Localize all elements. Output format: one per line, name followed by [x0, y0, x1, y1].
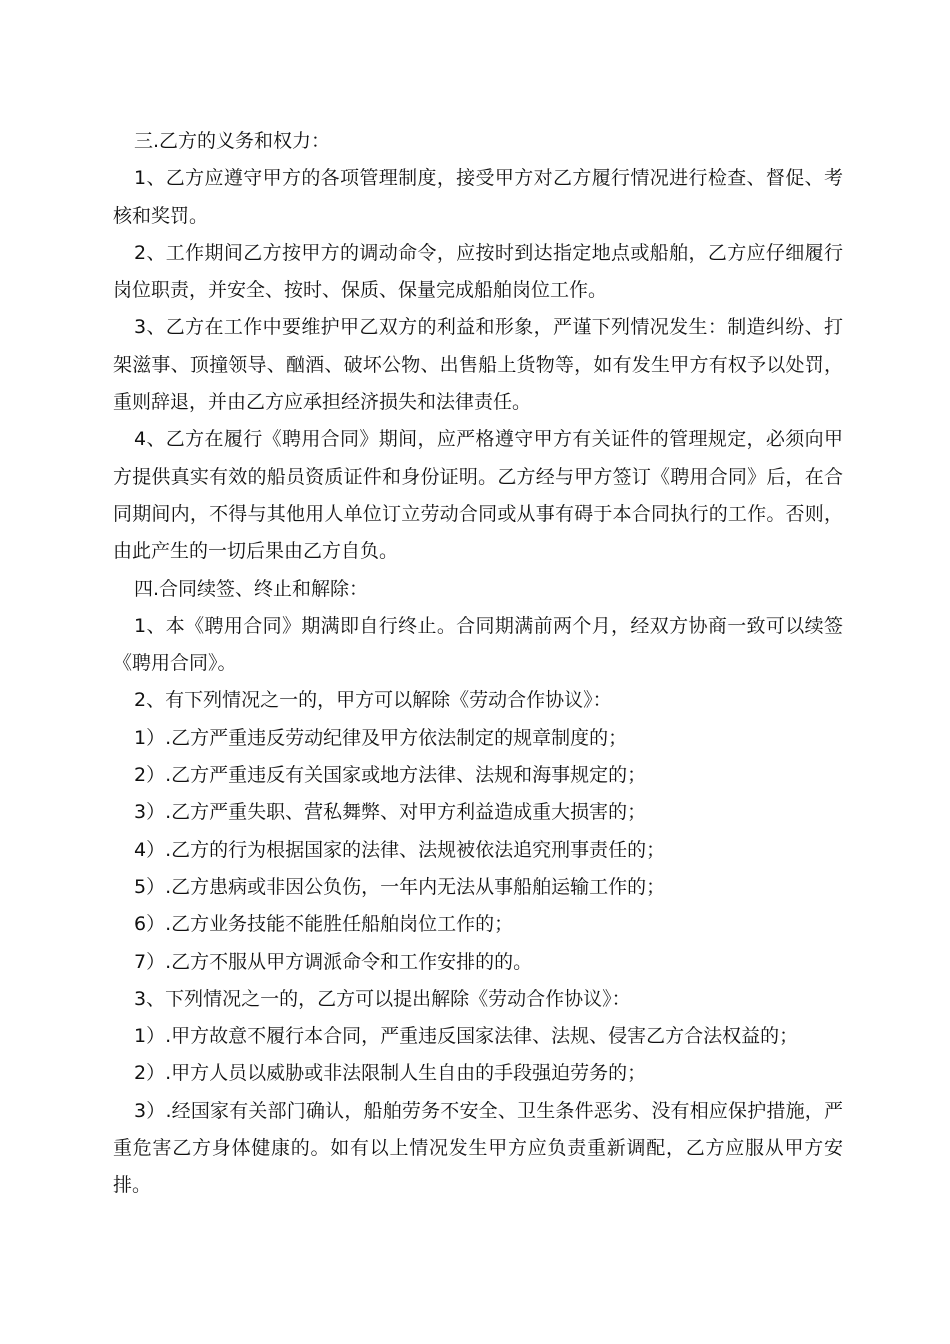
- clause-4-3: 3、下列情况之一的，乙方可以提出解除《劳动合作协议》：: [134, 987, 631, 1010]
- clause-3-3: 3、乙方在工作中要维护甲乙双方的利益和形象，严谨下列情况发生：制造纠纷、打架滋事、顶撞领导、酗酒、破坏公物、出售船上货物等，如有发生甲方有权予以处罚，重则辞退，并由乙方应承担经济损失和法律责任。: [113, 316, 843, 414]
- list-item: 3）.经国家有关部门确认，船舶劳务不安全、卫生条件恶劣、没有相应保护措施，严重危害乙方身体健康的。如有以上情况发生甲方应负责重新调配，乙方应服从甲方安排。: [113, 1099, 843, 1197]
- clause-3-4: 4、乙方在履行《聘用合同》期间，应严格遵守甲方有关证件的管理规定，必须向甲方提供真实有效的船员资质证件和身份证明。乙方经与甲方签订《聘用合同》后，在合同期间内，不得与其他用人单位订立劳动合同或从事有碍于本合同执行的工作。否则，由此产生的一切后果由乙方自负。: [113, 428, 843, 563]
- clause-4-1: 1、本《聘用合同》期满即自行终止。合同期满前两个月，经双方协商一致可以续签《聘用合同》。: [113, 614, 843, 675]
- list-item: 1）.乙方严重违反劳动纪律及甲方依法制定的规章制度的；: [134, 726, 628, 749]
- list-item: 1）.甲方故意不履行本合同，严重违反国家法律、法规、侵害乙方合法权益的；: [134, 1025, 799, 1048]
- list-item: 2）.甲方人员以威胁或非法限制人生自由的手段强迫劳务的；: [134, 1062, 647, 1085]
- list-item: 5）.乙方患病或非因公负伤，一年内无法从事船舶运输工作的；: [134, 875, 666, 898]
- clause-4-2: 2、有下列情况之一的，甲方可以解除《劳动合作协议》：: [134, 689, 612, 712]
- list-item: 3）.乙方严重失职、营私舞弊、对甲方利益造成重大损害的；: [134, 801, 647, 824]
- list-item: 2）.乙方严重违反有关国家或地方法律、法规和海事规定的；: [134, 764, 647, 787]
- clause-3-2: 2、工作期间乙方按甲方的调动命令，应按时到达指定地点或船舶，乙方应仔细履行岗位职责，并安全、按时、保质、保量完成船舶岗位工作。: [113, 241, 843, 302]
- list-item: 6）.乙方业务技能不能胜任船舶岗位工作的；: [134, 913, 514, 936]
- clause-3-1: 1、乙方应遵守甲方的各项管理制度，接受甲方对乙方履行情况进行检查、督促、考核和奖罚。: [113, 167, 843, 227]
- section-heading-obligations: 三.乙方的义务和权力：: [134, 130, 331, 152]
- document-body: [113, 123, 843, 1205]
- section-heading-renewal: 四.合同续签、终止和解除：: [134, 577, 369, 600]
- list-item: 4）.乙方的行为根据国家的法律、法规被依法追究刑事责任的；: [134, 838, 666, 861]
- list-item: 7）.乙方不服从甲方调派命令和工作安排的的。: [134, 950, 533, 973]
